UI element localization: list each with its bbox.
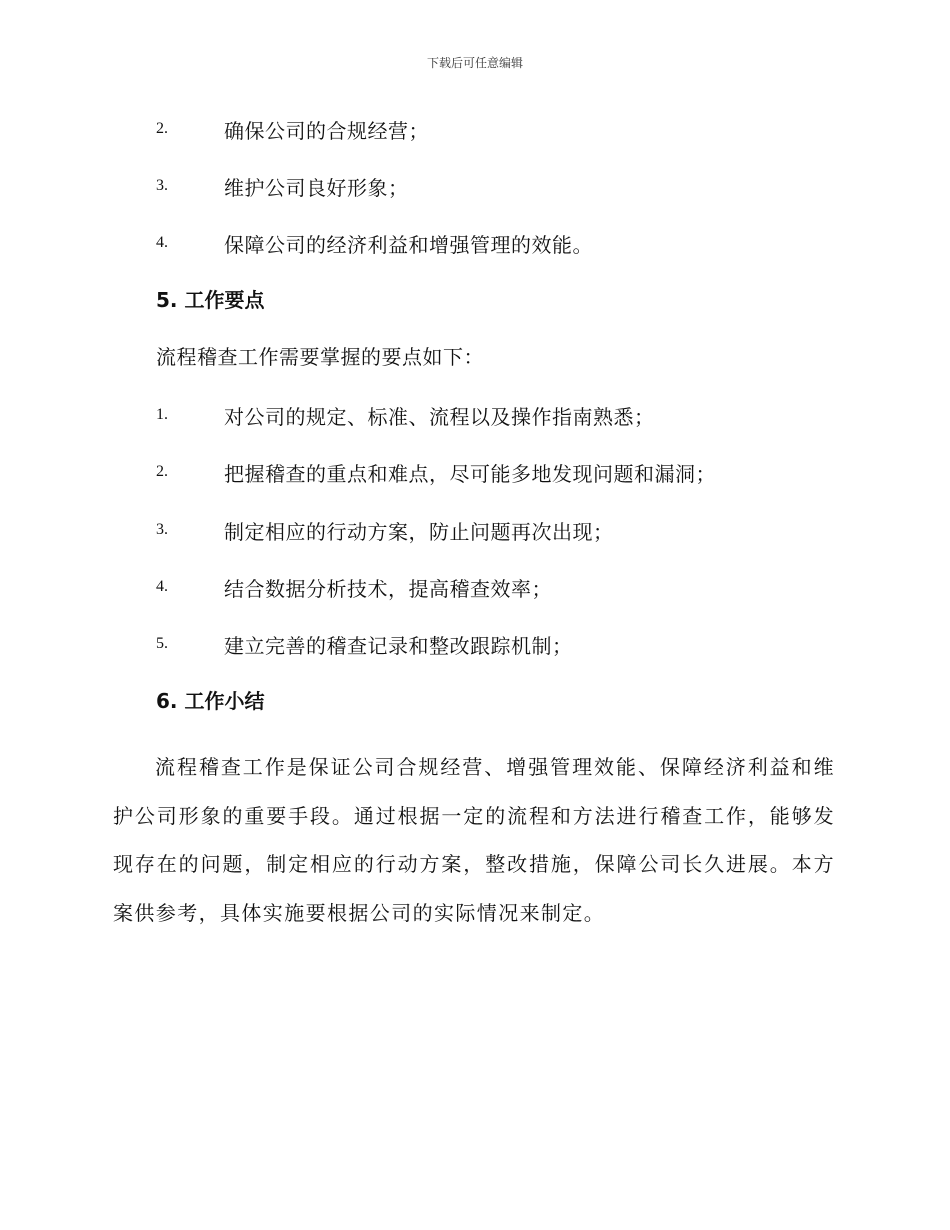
list-text: 建立完善的稽查记录和整改跟踪机制； bbox=[224, 633, 573, 658]
section-heading-6: 6. 工作小结 bbox=[156, 689, 265, 713]
list-item bbox=[156, 171, 409, 201]
page-header: 下载后可任意编辑 bbox=[426, 56, 523, 70]
list-number: 1. bbox=[156, 406, 168, 423]
list-item bbox=[156, 400, 655, 430]
list-text: 结合数据分析技术，提高稽查效率； bbox=[224, 576, 552, 601]
list-item bbox=[156, 114, 429, 144]
list-number: 2. bbox=[156, 120, 168, 137]
list-number: 4. bbox=[156, 234, 168, 251]
list-number: 3. bbox=[156, 521, 168, 538]
list-text: 维护公司良好形象； bbox=[224, 175, 409, 200]
list-number: 2. bbox=[156, 463, 168, 480]
list-text: 把握稽查的重点和难点，尽可能多地发现问题和漏洞； bbox=[224, 461, 716, 486]
list-item bbox=[156, 228, 593, 258]
list-number: 5. bbox=[156, 635, 168, 652]
list-text: 保障公司的经济利益和增强管理的效能。 bbox=[224, 232, 593, 257]
section-intro: 流程稽查工作需要掌握的要点如下： bbox=[156, 345, 484, 369]
list-item bbox=[156, 572, 552, 602]
summary-paragraph: 流程稽查工作是保证公司合规经营、增强管理效能、保障经济利益和维护公司形象的重要手段。通过根据一定的流程和方法进行稽查工作，能够发现存在的问题，制定相应的行动方案，整改措施，保障公司长久进展。本方案供参考，具体实施要根据公司的实际情况来制定。 bbox=[113, 755, 835, 925]
list-text: 对公司的规定、标准、流程以及操作指南熟悉； bbox=[224, 404, 655, 429]
section-heading-5: 5. 工作要点 bbox=[156, 288, 265, 312]
list-item bbox=[156, 457, 716, 487]
list-item bbox=[156, 515, 614, 545]
list-number: 4. bbox=[156, 578, 168, 595]
list-text: 确保公司的合规经营； bbox=[224, 118, 429, 143]
list-text: 制定相应的行动方案，防止问题再次出现； bbox=[224, 519, 614, 544]
list-number: 3. bbox=[156, 177, 168, 194]
list-item bbox=[156, 629, 573, 659]
